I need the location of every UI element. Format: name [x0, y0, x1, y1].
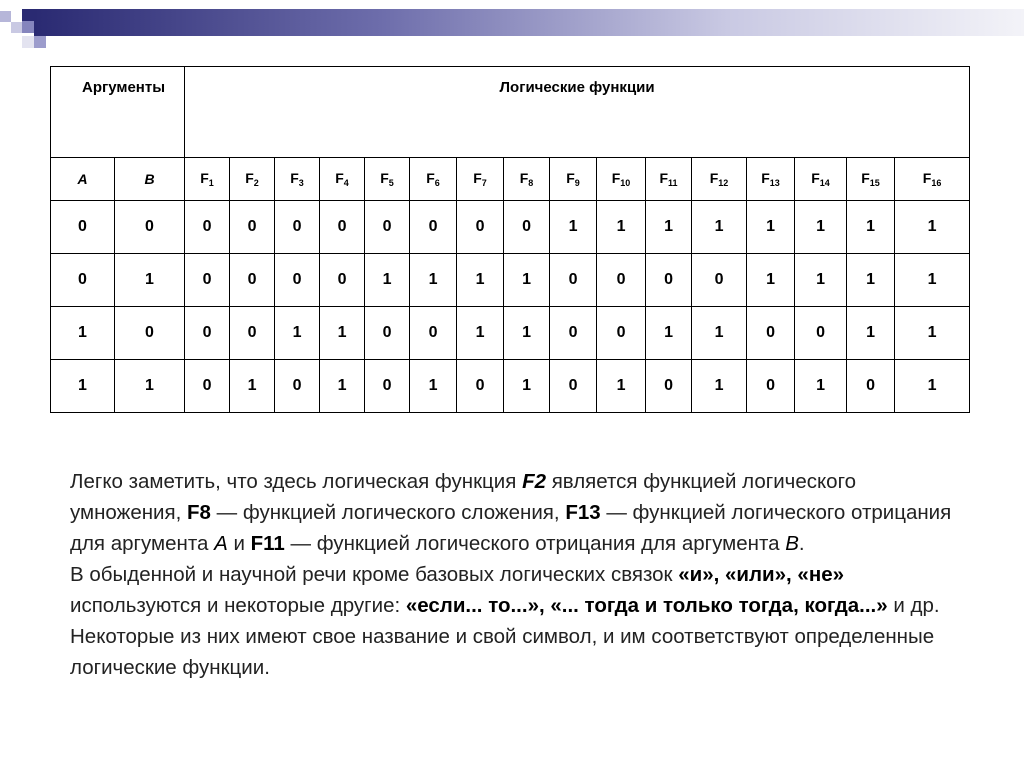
- function-value-cell: 0: [646, 254, 692, 307]
- function-value-cell: 0: [550, 254, 597, 307]
- function-value-cell: 1: [895, 307, 970, 360]
- function-name-cell: [550, 158, 597, 201]
- function-prefix: F: [200, 170, 209, 186]
- paragraph-2: [70, 559, 970, 683]
- function-name-cell: [895, 158, 970, 201]
- text-span: .: [798, 532, 805, 555]
- function-value-cell: 1: [692, 201, 747, 254]
- function-value-cell: 0: [550, 307, 597, 360]
- function-value-cell: 0: [365, 201, 410, 254]
- function-prefix: F: [611, 170, 621, 186]
- arg-name-cell: B: [115, 158, 185, 201]
- function-name-cell: [320, 158, 365, 201]
- function-value-cell: 1: [847, 254, 895, 307]
- function-value-cell: 0: [410, 307, 457, 360]
- function-value-cell: 1: [410, 254, 457, 307]
- function-prefix: F: [335, 170, 344, 186]
- arg-value-cell: 0: [51, 201, 115, 254]
- function-index: 16: [931, 178, 942, 188]
- function-prefix: F: [922, 170, 932, 186]
- function-value-cell: 1: [597, 201, 646, 254]
- function-value-cell: 1: [747, 254, 795, 307]
- connectives-basic: «и», «или», «не»: [678, 563, 845, 586]
- paragraph-1: [70, 466, 970, 559]
- arg-name-cell: A: [51, 158, 115, 201]
- function-value-cell: 1: [795, 254, 847, 307]
- function-prefix: F: [709, 170, 719, 186]
- text-span: — функцией логического отрицания для аргумента: [284, 532, 786, 555]
- function-name-cell: [504, 158, 550, 201]
- function-name-cell: [795, 158, 847, 201]
- args-header: Аргументы: [51, 67, 185, 158]
- function-prefix: F: [659, 170, 669, 186]
- connectives-other: «если... то...», «... тогда и только тогда, когда...»: [405, 594, 888, 617]
- func-f8: F8: [186, 501, 211, 524]
- arg-value-cell: 1: [115, 360, 185, 413]
- text-span: является функцией логического умножения,: [70, 470, 857, 524]
- function-prefix: F: [811, 170, 820, 186]
- function-value-cell: 0: [320, 254, 365, 307]
- function-value-cell: 1: [692, 360, 747, 413]
- function-index: 7: [481, 178, 487, 188]
- function-value-cell: 1: [795, 201, 847, 254]
- text-span: — функцией логического сложения,: [210, 501, 566, 524]
- function-value-cell: 1: [504, 360, 550, 413]
- function-index: 13: [769, 178, 780, 188]
- functions-header: Логические функции: [185, 67, 970, 158]
- function-value-cell: 1: [365, 254, 410, 307]
- function-name-cell: [692, 158, 747, 201]
- function-value-cell: 1: [457, 307, 504, 360]
- func-f13: F13: [565, 501, 601, 524]
- function-value-cell: 1: [847, 307, 895, 360]
- function-value-cell: 0: [795, 307, 847, 360]
- function-value-cell: 0: [275, 201, 320, 254]
- function-index: 14: [819, 178, 830, 188]
- function-index: 11: [668, 178, 678, 188]
- function-value-cell: 1: [320, 360, 365, 413]
- function-prefix: F: [473, 170, 482, 186]
- function-value-cell: 1: [410, 360, 457, 413]
- arg-value-cell: 1: [115, 254, 185, 307]
- function-value-cell: 0: [597, 307, 646, 360]
- text-span: используются и некоторые другие:: [70, 594, 406, 617]
- explanation-text: [70, 466, 970, 683]
- function-value-cell: 0: [410, 201, 457, 254]
- text-span: — функцией логического отрицания для аргумента: [70, 501, 952, 555]
- function-value-cell: 1: [646, 201, 692, 254]
- table-row: [51, 254, 970, 307]
- function-prefix: F: [380, 170, 389, 186]
- function-value-cell: 0: [230, 201, 275, 254]
- function-prefix: F: [290, 170, 299, 186]
- function-name-cell: [457, 158, 504, 201]
- function-value-cell: 1: [895, 254, 970, 307]
- decor-square: [0, 11, 11, 22]
- decor-square: [11, 22, 22, 33]
- text-span: В обыденной и научной речи кроме базовых логических связок: [70, 563, 679, 586]
- function-value-cell: 1: [795, 360, 847, 413]
- function-name-cell: [847, 158, 895, 201]
- function-index: 9: [574, 178, 580, 188]
- function-value-cell: 0: [185, 201, 230, 254]
- function-value-cell: 0: [504, 201, 550, 254]
- function-value-cell: 1: [320, 307, 365, 360]
- function-value-cell: 0: [457, 360, 504, 413]
- function-value-cell: 0: [275, 360, 320, 413]
- func-f2: F2: [522, 470, 546, 493]
- text-span: Легко заметить, что здесь логическая функция: [70, 470, 523, 493]
- function-value-cell: 1: [646, 307, 692, 360]
- function-prefix: F: [426, 170, 435, 186]
- function-value-cell: 0: [365, 360, 410, 413]
- function-name-cell: [230, 158, 275, 201]
- function-index: 8: [528, 178, 534, 188]
- function-value-cell: 1: [692, 307, 747, 360]
- decor-square: [22, 21, 34, 33]
- function-index: 10: [620, 178, 631, 188]
- function-index: 5: [388, 178, 394, 188]
- function-index: 15: [869, 178, 880, 188]
- function-value-cell: 1: [504, 254, 550, 307]
- function-index: 1: [208, 178, 214, 188]
- function-index: 12: [718, 178, 729, 188]
- truth-table: [50, 66, 970, 413]
- function-value-cell: 0: [550, 360, 597, 413]
- function-value-cell: 1: [895, 201, 970, 254]
- function-value-cell: 0: [597, 254, 646, 307]
- table-row: [51, 360, 970, 413]
- arg-a: А: [214, 532, 228, 555]
- function-name-cell: [365, 158, 410, 201]
- func-f11: F11: [250, 532, 285, 555]
- table-row: [51, 307, 970, 360]
- arg-value-cell: 0: [115, 201, 185, 254]
- function-name-cell: [410, 158, 457, 201]
- function-value-cell: 1: [847, 201, 895, 254]
- function-index: 2: [253, 178, 259, 188]
- function-name-cell: [646, 158, 692, 201]
- function-value-cell: 0: [365, 307, 410, 360]
- arg-value-cell: 0: [51, 254, 115, 307]
- function-prefix: F: [861, 170, 870, 186]
- function-prefix: F: [761, 170, 770, 186]
- function-value-cell: 0: [230, 307, 275, 360]
- header-gradient-bar: [34, 9, 1024, 36]
- text-span: и др. Некоторые из них имеют свое название и свой символ, и им соответствуют определенные логические функции.: [70, 594, 940, 679]
- function-value-cell: 0: [185, 360, 230, 413]
- function-value-cell: 1: [895, 360, 970, 413]
- function-index: 6: [434, 178, 440, 188]
- arg-value-cell: 1: [51, 307, 115, 360]
- function-value-cell: 0: [230, 254, 275, 307]
- function-name-cell: [185, 158, 230, 201]
- function-value-cell: 0: [185, 254, 230, 307]
- function-prefix: F: [519, 170, 529, 186]
- function-name-cell: [747, 158, 795, 201]
- function-prefix: F: [566, 170, 575, 186]
- function-value-cell: 1: [597, 360, 646, 413]
- function-index: 3: [298, 178, 304, 188]
- function-value-cell: 0: [692, 254, 747, 307]
- text-span: и: [227, 532, 251, 555]
- decor-square: [34, 36, 46, 48]
- function-name-cell: [275, 158, 320, 201]
- function-value-cell: 0: [747, 307, 795, 360]
- function-value-cell: 0: [275, 254, 320, 307]
- function-index: 4: [343, 178, 349, 188]
- function-value-cell: 1: [550, 201, 597, 254]
- arg-value-cell: 1: [51, 360, 115, 413]
- function-value-cell: 1: [747, 201, 795, 254]
- function-value-cell: 1: [230, 360, 275, 413]
- function-value-cell: 1: [275, 307, 320, 360]
- arg-b: В: [785, 532, 799, 555]
- function-value-cell: 0: [185, 307, 230, 360]
- function-value-cell: 0: [747, 360, 795, 413]
- decor-square: [22, 9, 34, 21]
- function-prefix: F: [245, 170, 254, 186]
- function-value-cell: 0: [457, 201, 504, 254]
- arg-value-cell: 0: [115, 307, 185, 360]
- decor-square: [22, 36, 34, 48]
- function-value-cell: 0: [320, 201, 365, 254]
- function-value-cell: 1: [457, 254, 504, 307]
- function-value-cell: 0: [646, 360, 692, 413]
- function-value-cell: 0: [847, 360, 895, 413]
- function-name-cell: [597, 158, 646, 201]
- table-row: [51, 201, 970, 254]
- function-value-cell: 1: [504, 307, 550, 360]
